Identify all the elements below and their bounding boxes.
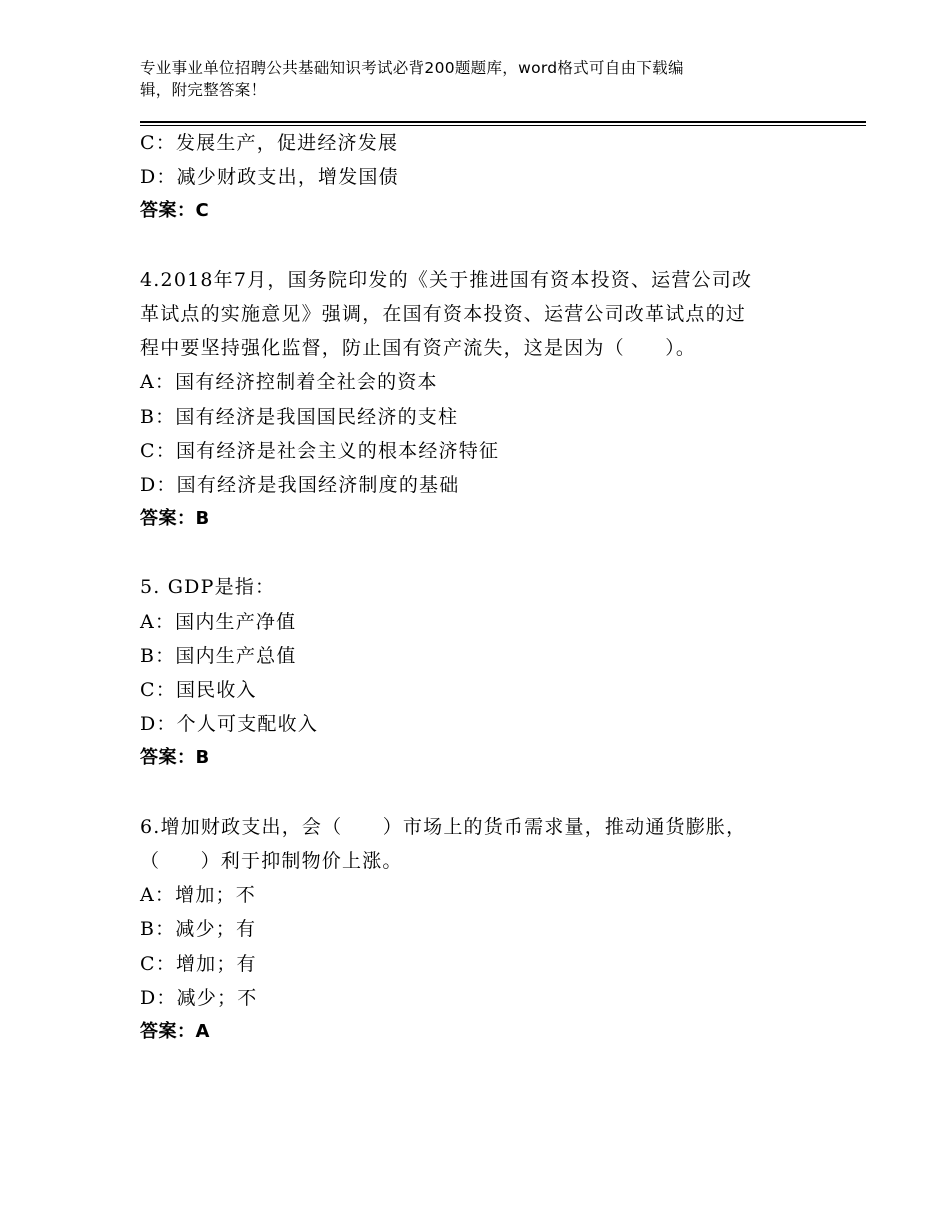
question-stem-line: 5. GDP是指：	[140, 576, 276, 599]
option-a: A：增加；不	[140, 884, 256, 907]
answer-line: 答案：A	[140, 1020, 210, 1042]
question-stem-line: 6.增加财政支出，会（ ）市场上的货币需求量，推动通货膨胀，	[140, 815, 747, 838]
spacer	[140, 776, 820, 810]
page-header	[140, 57, 800, 101]
question-stem-line: 革试点的实施意见》强调，在国有资本投资、运营公司改革试点的过	[140, 302, 747, 325]
question-5	[140, 570, 820, 775]
question-stem-line: 程中要坚持强化监督，防止国有资产流失，这是因为（ ）。	[140, 337, 697, 360]
answer-line: 答案：C	[140, 200, 210, 222]
question-stem-line: （ ）利于抑制物价上涨。	[140, 849, 403, 872]
option-a: A：国内生产净值	[140, 610, 297, 633]
option-d: D：个人可支配收入	[140, 713, 319, 736]
option-b: B：减少；有	[140, 918, 257, 941]
option-c: C：增加；有	[140, 952, 257, 975]
option-c: C：国有经济是社会主义的根本经济特征	[140, 439, 500, 462]
header-line-2: 辑，附完整答案！	[140, 81, 267, 99]
question-stem-line: 4.2018年7月，国务院印发的《关于推进国有资本投资、运营公司改	[140, 268, 753, 291]
option-c: C：发展生产，促进经济发展	[140, 132, 399, 154]
question-3-continued	[140, 126, 820, 229]
question-4	[140, 263, 820, 537]
answer-line: 答案：B	[140, 747, 210, 769]
option-d: D：国有经济是我国经济制度的基础	[140, 473, 460, 496]
option-d: D：减少；不	[140, 986, 258, 1009]
spacer	[140, 536, 820, 570]
option-c: C：国民收入	[140, 679, 257, 701]
option-b: B：国内生产总值	[140, 644, 297, 667]
option-d: D：减少财政支出，增发国债	[140, 166, 399, 189]
option-b: B：国有经济是我国国民经济的支柱	[140, 405, 459, 428]
spacer	[140, 229, 820, 263]
question-6	[140, 810, 820, 1049]
option-a: A：国有经济控制着全社会的资本	[140, 371, 438, 394]
answer-line: 答案：B	[140, 508, 210, 530]
question-content	[140, 126, 820, 1049]
header-line-1: 专业事业单位招聘公共基础知识考试必背200题题库，word格式可自由下载编	[140, 59, 684, 77]
header-rule-thick	[140, 121, 866, 123]
